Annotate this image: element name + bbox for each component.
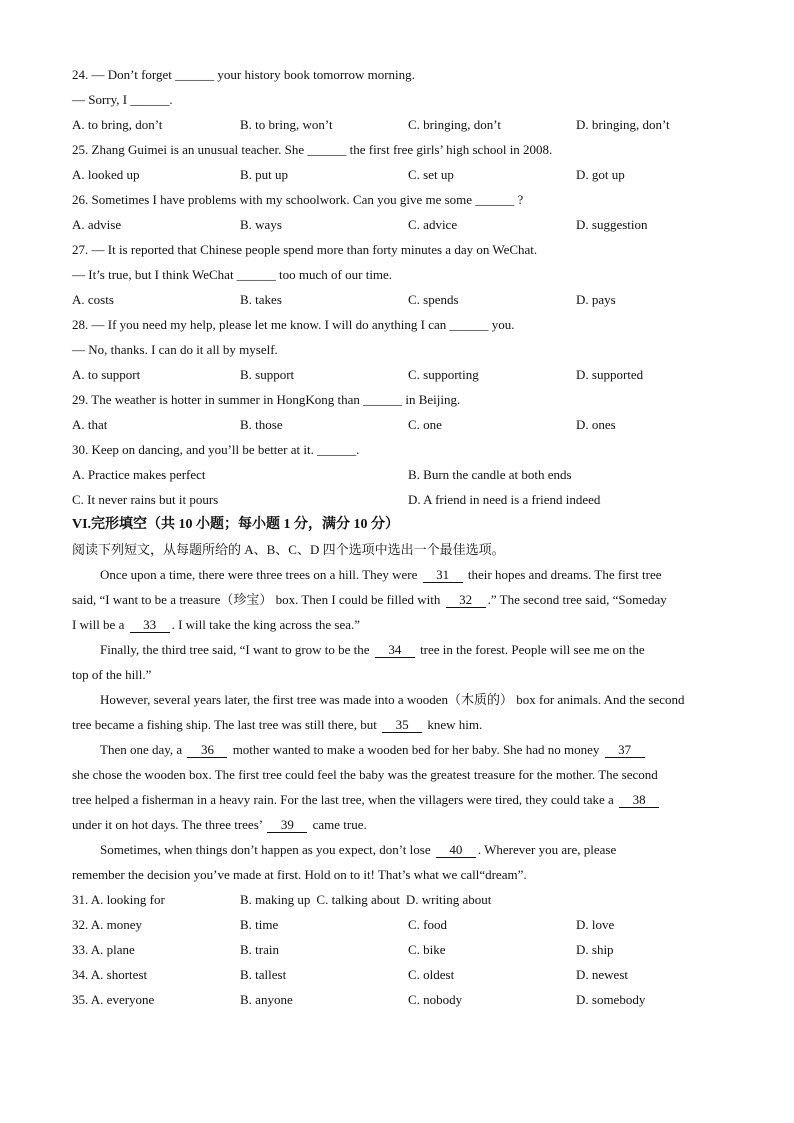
passage-line: she chose the wooden box. The first tree could feel the baby was the greatest treasure for the mother. The second bbox=[72, 767, 658, 782]
question-26-options bbox=[72, 212, 722, 237]
option-a: 32. A. money bbox=[72, 917, 143, 932]
option-d: D. pays bbox=[576, 292, 616, 307]
passage-line bbox=[72, 737, 722, 762]
blank-38: 38 bbox=[619, 793, 659, 808]
passage-text: I will be a bbox=[72, 617, 128, 632]
option-c: C. set up bbox=[408, 167, 454, 182]
exam-page bbox=[72, 62, 722, 1012]
passage-text: tree helped a fisherman in a heavy rain. For the last tree, when the villagers were tired, they could take a bbox=[72, 792, 618, 807]
passage-text: . Wherever you are, please bbox=[477, 842, 617, 857]
option-d: D. ship bbox=[576, 942, 614, 957]
option-b: B. time bbox=[240, 917, 279, 932]
passage-line bbox=[72, 812, 722, 837]
option-d: D. suggestion bbox=[576, 217, 648, 232]
option-b: B. anyone bbox=[240, 992, 293, 1007]
passage-line bbox=[72, 612, 722, 637]
passage-text: tree became a fishing ship. The last tree was still there, but bbox=[72, 717, 381, 732]
passage-text: Finally, the third tree said, “I want to grow to be the bbox=[100, 642, 373, 657]
option-d: D. newest bbox=[576, 967, 628, 982]
option-b: B. Burn the candle at both ends bbox=[408, 467, 572, 482]
passage-text: mother wanted to make a wooden bed for her baby. She had no money bbox=[229, 742, 603, 757]
question-24-reply: — Sorry, I ______. bbox=[72, 92, 173, 107]
section-title: VI.完形填空（共 10 小题；每小题 1 分，满分 10 分） bbox=[72, 517, 400, 532]
passage-text: Then one day, a bbox=[100, 742, 186, 757]
option-a: A. Practice makes perfect bbox=[72, 467, 206, 482]
blank-32: 32 bbox=[446, 593, 486, 608]
option-c: C. talking about bbox=[316, 892, 400, 907]
option-b: B. takes bbox=[240, 292, 282, 307]
passage-line: However, several years later, the first tree was made into a wooden（木质的） box for animals. And the second bbox=[100, 692, 685, 707]
passage-line bbox=[72, 587, 722, 612]
option-c: C. bike bbox=[408, 942, 446, 957]
passage-line bbox=[72, 637, 722, 662]
passage-text: Sometimes, when things don’t happen as you expect, don’t lose bbox=[100, 842, 434, 857]
option-a: A. advise bbox=[72, 217, 122, 232]
option-c: C. bringing, don’t bbox=[408, 117, 501, 132]
question-30-options-row2 bbox=[72, 487, 722, 512]
option-a: A. that bbox=[72, 417, 108, 432]
option-c: C. food bbox=[408, 917, 447, 932]
question-31-options bbox=[72, 887, 722, 912]
question-29-stem: 29. The weather is hotter in summer in HongKong than ______ in Beijing. bbox=[72, 392, 461, 407]
question-29-options bbox=[72, 412, 722, 437]
question-28-stem: 28. — If you need my help, please let me know. I will do anything I can ______ you. bbox=[72, 317, 515, 332]
option-b: B. those bbox=[240, 417, 283, 432]
option-c: C. oldest bbox=[408, 967, 455, 982]
passage-text: under it on hot days. The three trees’ bbox=[72, 817, 266, 832]
option-c: C. supporting bbox=[408, 367, 479, 382]
option-b: B. making up bbox=[240, 892, 311, 907]
option-a: 31. A. looking for bbox=[72, 892, 165, 907]
option-c: C. nobody bbox=[408, 992, 463, 1007]
blank-34: 34 bbox=[375, 643, 415, 658]
question-24-stem: 24. — Don’t forget ______ your history book tomorrow morning. bbox=[72, 67, 415, 82]
option-d: D. writing about bbox=[405, 892, 492, 907]
option-c: C. It never rains but it pours bbox=[72, 492, 219, 507]
option-a: A. costs bbox=[72, 292, 114, 307]
option-d: D. somebody bbox=[576, 992, 646, 1007]
question-28-options bbox=[72, 362, 722, 387]
question-30-stem: 30. Keep on dancing, and you’ll be better at it. ______. bbox=[72, 442, 360, 457]
passage-line: remember the decision you’ve made at first. Hold on to it! That’s what we call“dream”. bbox=[72, 867, 527, 882]
option-d: D. bringing, don’t bbox=[576, 117, 670, 132]
blank-35: 35 bbox=[382, 718, 422, 733]
option-a: 35. A. everyone bbox=[72, 992, 155, 1007]
question-27-options bbox=[72, 287, 722, 312]
passage-line bbox=[72, 837, 722, 862]
passage-line bbox=[72, 787, 722, 812]
option-b: B. support bbox=[240, 367, 295, 382]
question-28-reply: — No, thanks. I can do it all by myself. bbox=[72, 342, 278, 357]
option-a: A. looked up bbox=[72, 167, 140, 182]
question-30-options-row1 bbox=[72, 462, 722, 487]
question-35-options bbox=[72, 987, 722, 1012]
question-27-stem: 27. — It is reported that Chinese people spend more than forty minutes a day on WeChat. bbox=[72, 242, 538, 257]
question-32-options bbox=[72, 912, 722, 937]
option-d: D. ones bbox=[576, 417, 616, 432]
option-d: D. A friend in need is a friend indeed bbox=[408, 492, 601, 507]
passage-text: said, “I want to be a treasure（珍宝） box. Then I could be filled with bbox=[72, 592, 444, 607]
passage-text: .” The second tree said, “Someday bbox=[487, 592, 667, 607]
option-d: D. love bbox=[576, 917, 615, 932]
blank-36: 36 bbox=[187, 743, 227, 758]
passage-text: came true. bbox=[309, 817, 367, 832]
passage-line bbox=[72, 712, 722, 737]
option-c: C. one bbox=[408, 417, 442, 432]
question-33-options bbox=[72, 937, 722, 962]
blank-40: 40 bbox=[436, 843, 476, 858]
option-a: A. to bring, don’t bbox=[72, 117, 163, 132]
option-b: B. put up bbox=[240, 167, 289, 182]
passage-line bbox=[72, 562, 722, 587]
option-b: B. to bring, won’t bbox=[240, 117, 333, 132]
question-25-stem: 25. Zhang Guimei is an unusual teacher. She ______ the first free girls’ high school in 2008. bbox=[72, 142, 553, 157]
question-24-options bbox=[72, 112, 722, 137]
option-d: D. got up bbox=[576, 167, 625, 182]
option-b: B. train bbox=[240, 942, 279, 957]
question-27-reply: — It’s true, but I think WeChat ______ too much of our time. bbox=[72, 267, 393, 282]
section-instruction: 阅读下列短文，从每题所给的 A、B、C、D 四个选项中选出一个最佳选项。 bbox=[72, 542, 505, 557]
options-bcd bbox=[240, 887, 497, 912]
question-34-options bbox=[72, 962, 722, 987]
option-d: D. supported bbox=[576, 367, 644, 382]
blank-37: 37 bbox=[605, 743, 645, 758]
passage-text: knew him. bbox=[424, 717, 483, 732]
option-a: 34. A. shortest bbox=[72, 967, 148, 982]
option-a: A. to support bbox=[72, 367, 141, 382]
passage-text: . I will take the king across the sea.” bbox=[171, 617, 361, 632]
question-26-stem: 26. Sometimes I have problems with my schoolwork. Can you give me some ______ ? bbox=[72, 192, 524, 207]
passage-line: top of the hill.” bbox=[72, 667, 152, 682]
passage-text: Once upon a time, there were three trees on a hill. They were bbox=[100, 567, 421, 582]
option-c: C. spends bbox=[408, 292, 459, 307]
question-25-options bbox=[72, 162, 722, 187]
option-c: C. advice bbox=[408, 217, 458, 232]
passage-text: tree in the forest. People will see me on the bbox=[416, 642, 645, 657]
option-b: B. ways bbox=[240, 217, 282, 232]
passage-text: their hopes and dreams. The first tree bbox=[464, 567, 662, 582]
blank-31: 31 bbox=[423, 568, 463, 583]
blank-39: 39 bbox=[267, 818, 307, 833]
option-a: 33. A. plane bbox=[72, 942, 135, 957]
blank-33: 33 bbox=[130, 618, 170, 633]
option-b: B. tallest bbox=[240, 967, 287, 982]
